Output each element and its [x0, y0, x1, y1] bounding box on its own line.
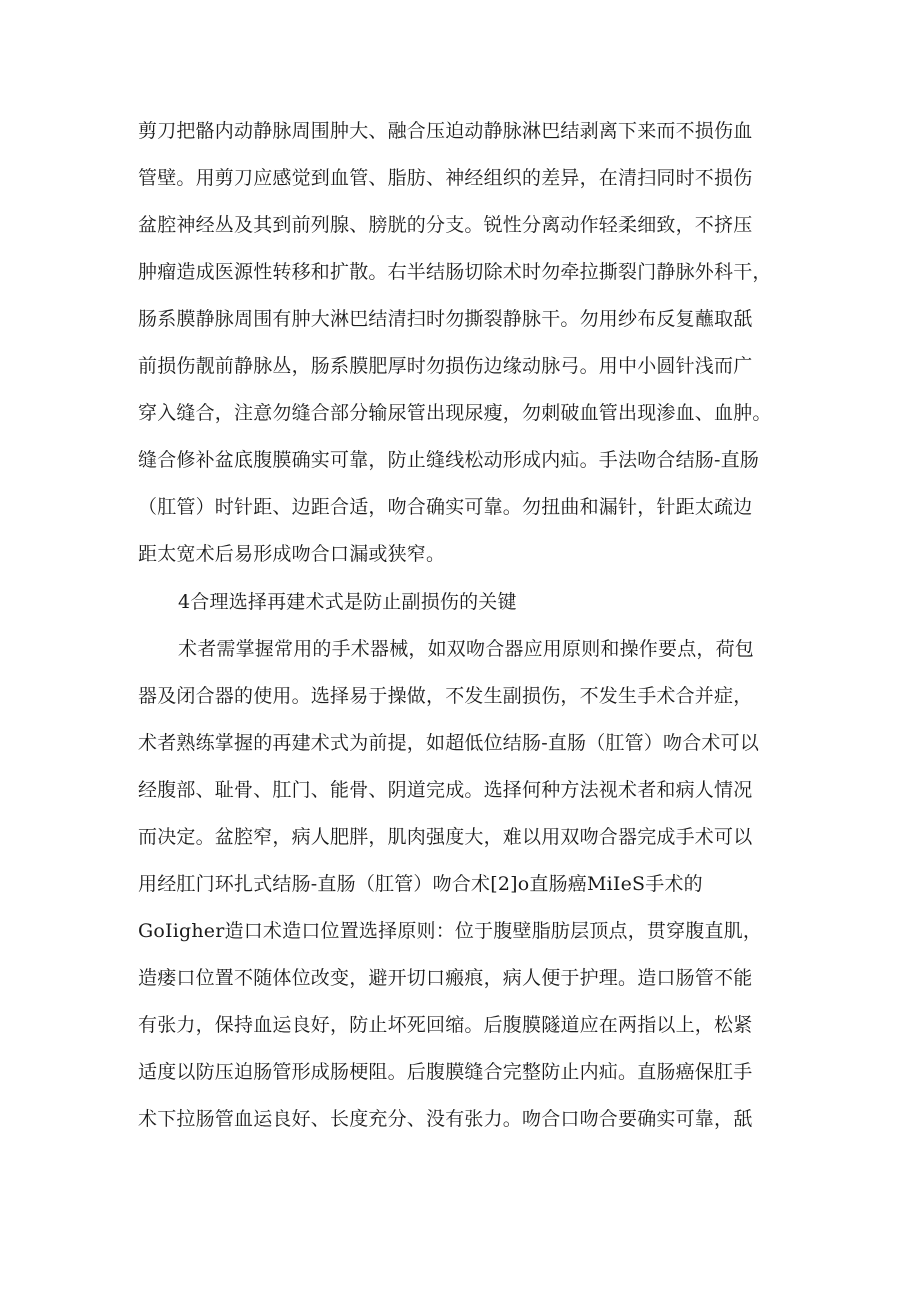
paragraph2-line-9: 有张力，保持血运良好，防止坏死回缩。后腹膜隧道应在两指以上，松紧 [138, 1014, 753, 1036]
paragraph1-line-7: 穿入缝合，注意勿缝合部分输尿管出现尿瘦，勿刺破血管出现渗血、血肿。 [138, 402, 772, 424]
paragraph2-line-8: 造瘘口位置不随体位改变，避开切口瘢痕，病人便于护理。造口肠管不能 [138, 967, 753, 989]
paragraph2-line-11: 术下拉肠管血运良好、长度充分、没有张力。吻合口吻合要确实可靠，舐 [138, 1108, 753, 1130]
paragraph1-line-8: 缝合修补盆底腹膜确实可靠，防止缝线松动形成内疝。手法吻合结肠-直肠 [138, 449, 760, 471]
paragraph2-line-10: 适度以防压迫肠管形成肠梗阻。后腹膜缝合完整防止内疝。直肠癌保肛手 [138, 1061, 753, 1083]
paragraph2-line-6: 用经肛门环扎式结肠-直肠（肛管）吻合术[2]o直肠癌MiIeS手术的 [138, 873, 703, 895]
paragraph1-line-5: 肠系膜静脉周围有肿大淋巴结清扫时勿撕裂静脉干。勿用纱布反复蘸取舐 [138, 308, 753, 330]
paragraph2-line-1: 术者需掌握常用的手术器械，如双吻合器应用原则和操作要点，荷包 [178, 638, 755, 660]
paragraph2-line-3: 术者熟练掌握的再建术式为前提，如超低位结肠-直肠（肛管）吻合术可以 [138, 732, 760, 754]
paragraph1-line-9: （肛管）时针距、边距合适，吻合确实可靠。勿扭曲和漏针，针距太疏边 [138, 496, 753, 518]
paragraph2-line-7: GoIigher造口术造口位置选择原则：位于腹壁脂肪层顶点，贯穿腹直肌， [138, 920, 763, 942]
paragraph1-line-10: 距太宽术后易形成吻合口漏或狭窄。 [138, 543, 446, 565]
paragraph2-line-2: 器及闭合器的使用。选择易于操做，不发生副损伤，不发生手术合并症， [138, 685, 753, 707]
paragraph1-line-2: 管壁。用剪刀应感觉到血管、脂肪、神经组织的差异，在清扫同时不损伤 [138, 167, 753, 189]
paragraph1-line-6: 前损伤靓前静脉丛，肠系膜肥厚时勿损伤边缘动脉弓。用中小圆针浅而广 [138, 355, 753, 377]
paragraph1-line-4: 肿瘤造成医源性转移和扩散。右半结肠切除术时勿牵拉撕裂门静脉外科干， [138, 261, 772, 283]
paragraph2-line-5: 而决定。盆腔窄，病人肥胖，肌肉强度大，难以用双吻合器完成手术可以 [138, 826, 753, 848]
paragraph1-line-1: 剪刀把骼内动静脉周围肿大、融合压迫动静脉淋巴结剥离下来而不损伤血 [138, 120, 753, 142]
section-heading: 4合理选择再建术式是防止副损伤的关键 [178, 591, 517, 613]
paragraph1-line-3: 盆腔神经丛及其到前列腺、膀胱的分支。锐性分离动作轻柔细致，不挤压 [138, 214, 753, 236]
paragraph2-line-4: 经腹部、耻骨、肛门、能骨、阴道完成。选择何种方法视术者和病人情况 [138, 779, 753, 801]
